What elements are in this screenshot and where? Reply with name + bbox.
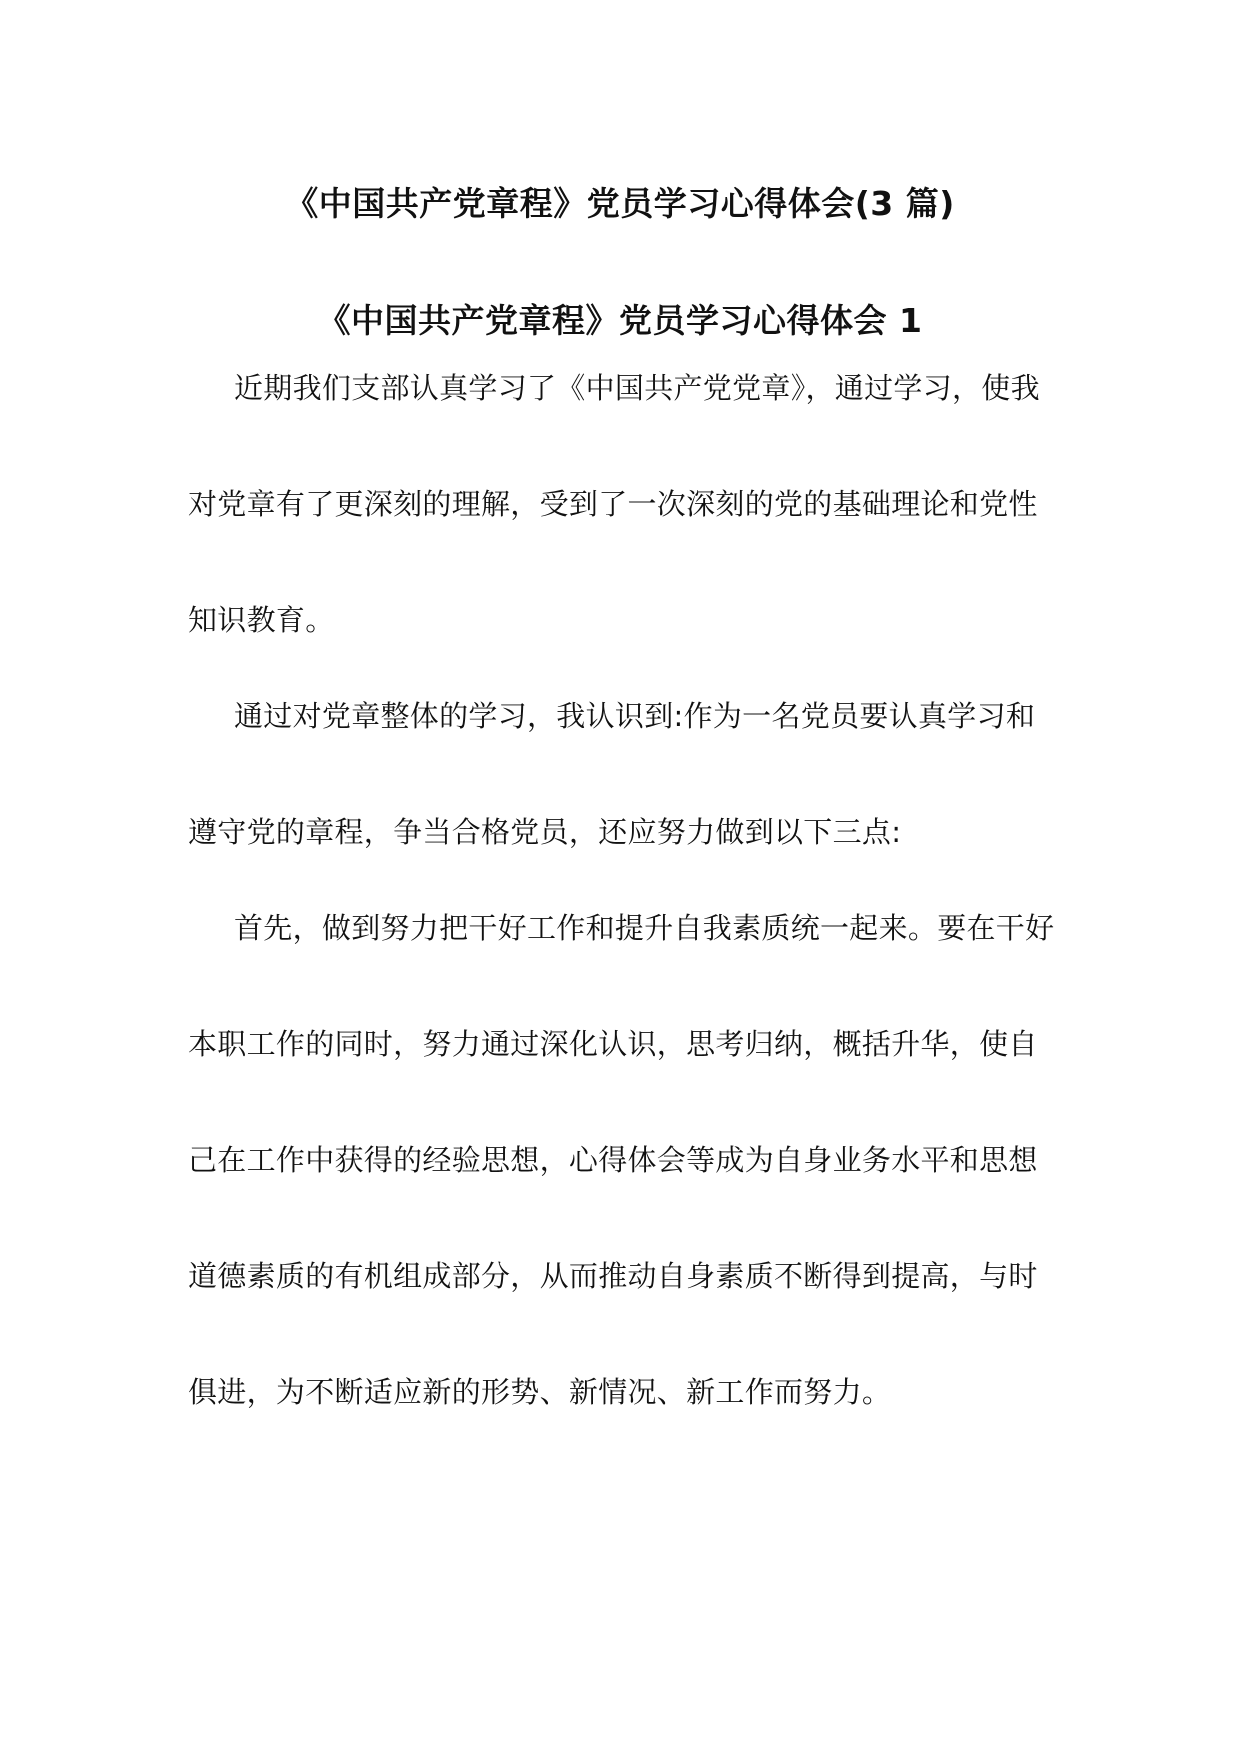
paragraph-line: 遵守党的章程，争当合格党员，还应努力做到以下三点: <box>188 815 902 849</box>
paragraph-line: 本职工作的同时，努力通过深化认识，思考归纳，概括升华，使自 <box>188 1027 1038 1061</box>
paragraph-line: 己在工作中获得的经验思想，心得体会等成为自身业务水平和思想 <box>188 1143 1038 1177</box>
paragraph-line: 对党章有了更深刻的理解，受到了一次深刻的党的基础理论和党性 <box>188 487 1038 521</box>
paragraph-line: 俱进，为不断适应新的形势、新情况、新工作而努力。 <box>188 1375 892 1409</box>
paragraph-line: 近期我们支部认真学习了《中国共产党党章》，通过学习，使我 <box>234 371 1040 405</box>
paragraph-line: 首先，做到努力把干好工作和提升自我素质统一起来。要在干好 <box>234 911 1055 945</box>
section-title: 《中国共产党章程》党员学习心得体会 1 <box>317 301 923 340</box>
document-title: 《中国共产党章程》党员学习心得体会(3 篇) <box>285 184 955 223</box>
paragraph-line: 知识教育。 <box>188 603 335 637</box>
paragraph-line: 道德素质的有机组成部分，从而推动自身素质不断得到提高，与时 <box>188 1259 1038 1293</box>
paragraph-line: 通过对党章整体的学习，我认识到:作为一名党员要认真学习和 <box>234 699 1036 733</box>
